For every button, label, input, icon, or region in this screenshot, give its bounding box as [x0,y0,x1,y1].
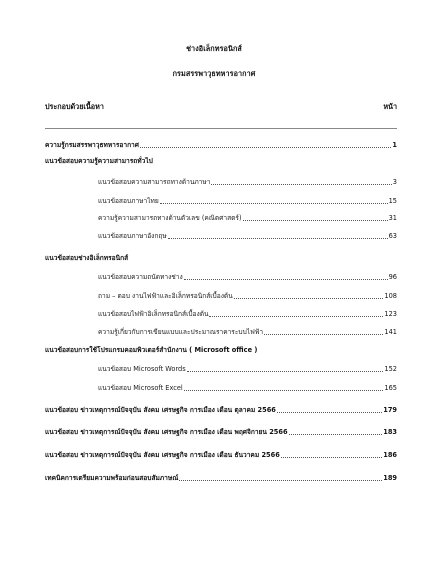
toc-item-row [0,309,428,320]
toc-section-row [0,405,428,416]
toc-page-number: 31 [388,214,397,222]
toc-dot-leader [184,279,388,280]
toc-page-number: 3 [392,178,397,186]
toc-page-number: 183 [383,428,397,436]
toc-item-row [0,364,428,375]
toc-entry-label: แนวข้อสอบไฟฟ้าอิเล็กทรอนิกส์เบื้องต้น [98,310,209,318]
toc-page-number: 123 [384,310,397,318]
document-subtitle: กรมสรรพาวุธทหารอากาศ [172,69,256,78]
toc-entry-label: แนวข้อสอบ Microsoft Words [98,365,186,373]
toc-dot-leader [264,334,383,335]
toc-dot-leader [277,412,382,413]
toc-header-page: หน้า [383,102,397,111]
toc-dot-leader [289,434,382,435]
toc-item-row [0,231,428,242]
toc-section-row [0,253,428,264]
toc-page-number: 186 [383,451,397,459]
toc-section-row [0,140,428,151]
toc-page-number: 179 [383,406,397,414]
toc-page-number: 165 [384,384,397,392]
toc-dot-leader [211,184,392,185]
toc-page-number: 189 [383,474,397,482]
toc-item-row [0,383,428,394]
toc-item-row [0,177,428,188]
toc-dot-leader [281,457,382,458]
toc-entry-label: แนวข้อสอบความรู้ความสามารถทั่วไป [45,157,153,165]
toc-entry-label: แนวข้อสอบภาษาไทย [98,197,159,205]
toc-dot-leader [168,238,388,239]
toc-item-row [0,213,428,224]
toc-entry-label: เทคนิคการเตรียมความพร้อมก่อนสอบสัมภาษณ์ [45,474,179,482]
toc-entry-label: แนวข้อสอบ ข่าวเหตุการณ์ปัจจุบัน สังคม เศรษฐกิจ การเมือง เดือน ธันวาคม 2566 [45,451,280,459]
toc-page-number: 152 [384,365,397,373]
toc-entry-label: แนวข้อสอบภาษาอังกฤษ [98,232,167,240]
toc-page-number: 141 [384,328,397,336]
toc-item-row [0,196,428,207]
toc-entry-label: แนวข้อสอบ ข่าวเหตุการณ์ปัจจุบัน สังคม เศรษฐกิจ การเมือง เดือน ตุลาคม 2566 [45,406,276,414]
toc-item-row [0,291,428,302]
toc-item-row [0,327,428,338]
toc-entry-label: แนวข้อสอบ Microsoft Excel [98,384,183,392]
toc-divider [45,128,397,129]
toc-dot-leader [184,390,383,391]
toc-page-number: 63 [388,232,397,240]
toc-dot-leader [209,316,383,317]
toc-section-row [0,345,428,356]
toc-entry-label: แนวข้อสอบการใช้โปรแกรมคอมพิวเตอร์สำนักงาน ( Microsoft office ) [45,346,258,354]
toc-entry-label: ถาม – ตอบ งานไฟฟ้าและอิเล็กทรอนิกส์เบื้องต้น [98,292,233,300]
toc-dot-leader [179,480,382,481]
toc-dot-leader [243,220,388,221]
toc-entry-label: แนวข้อสอบช่างอิเล็กทรอนิกส์ [45,254,129,262]
toc-page-number: 96 [388,273,397,281]
toc-dot-leader [140,147,391,148]
toc-section-row [0,450,428,461]
toc-page-number: 1 [392,141,397,149]
toc-entry-label: แนวข้อสอบ ข่าวเหตุการณ์ปัจจุบัน สังคม เศรษฐกิจ การเมือง เดือน พฤศจิกายน 2566 [45,428,288,436]
toc-section-row [0,156,428,167]
toc-section-row [0,473,428,484]
toc-page-number: 108 [384,292,397,300]
toc-dot-leader [234,298,383,299]
document-title: ช่างอิเล็กทรอนิกส์ [186,44,242,53]
toc-entry-label: ความรู้เกี่ยวกับการเขียนแบบและประมาณราคาระบบไฟฟ้า [98,328,264,336]
toc-entry-label: แนวข้อสอบความสามารถทางด้านภาษา [98,178,211,186]
toc-dot-leader [187,371,383,372]
toc-entry-label: แนวข้อสอบความถนัดทางช่าง [98,273,183,281]
toc-header-contents: ประกอบด้วยเนื้อหา [45,102,104,111]
toc-section-row [0,427,428,438]
toc-dot-leader [160,203,388,204]
toc-item-row [0,272,428,283]
toc-entry-label: ความรู้กรมสรรพาวุธทหารอากาศ [45,141,139,149]
toc-entry-label: ความรู้ความสามารถทางด้านตัวเลข (คณิตศาสตร์) [98,214,242,222]
toc-page-number: 15 [388,197,397,205]
